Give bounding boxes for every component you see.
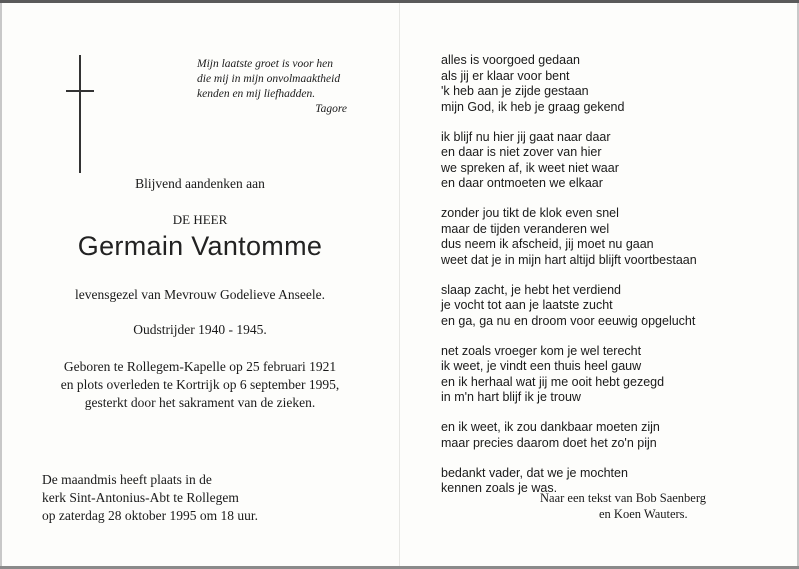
mass-line: op zaterdag 28 oktober 1995 om 18 uur. bbox=[42, 508, 258, 523]
poem-line: en ga, ga nu en droom voor eeuwig opgelucht bbox=[441, 313, 696, 328]
card-fold-line bbox=[399, 3, 400, 566]
poem-line: net zoals vroeger kom je wel terecht bbox=[441, 343, 642, 358]
poem-line: en ik herhaal wat jij me ooit hebt gezegd bbox=[441, 374, 665, 389]
quote-author: Tagore bbox=[315, 103, 347, 115]
cross-vertical-bar bbox=[79, 55, 81, 173]
poem-line: we spreken af, ik weet niet waar bbox=[441, 160, 619, 175]
poem-stanza bbox=[441, 130, 697, 192]
veteran-line: Oudstrijder 1940 - 1945. bbox=[133, 322, 267, 337]
poem-line: 'k heb aan je zijde gestaan bbox=[441, 84, 589, 98]
mass-line: De maandmis heeft plaats in de bbox=[42, 472, 212, 487]
poem-line: slaap zacht, je hebt het verdiend bbox=[441, 282, 621, 297]
poem-stanza bbox=[441, 206, 697, 268]
poem-stanza bbox=[441, 53, 697, 115]
intro-text: Blijvend aandenken aan bbox=[135, 176, 265, 191]
birth-line: Geboren te Rollegem-Kapelle op 25 februari 1921 bbox=[63, 359, 337, 374]
cross-horizontal-bar bbox=[66, 90, 94, 92]
poem-credit bbox=[540, 490, 740, 522]
mass-line: kerk Sint-Antonius-Abt te Rollegem bbox=[42, 490, 239, 505]
credit-line: Naar een tekst van Bob Saenberg bbox=[540, 491, 707, 505]
poem-stanza bbox=[441, 344, 697, 406]
poem-line: in m'n hart blijf ik je trouw bbox=[441, 390, 581, 404]
poem-line: maar precies daarom doet het zo'n pijn bbox=[441, 435, 657, 450]
poem-line: ik weet, je vindt een thuis heel gauw bbox=[441, 359, 642, 373]
poem-line: en ik weet, ik zou dankbaar moeten zijn bbox=[441, 420, 660, 434]
poem-line: bedankt vader, dat we je mochten bbox=[441, 465, 628, 480]
poem-stanza bbox=[441, 283, 697, 330]
quote-line: kenden en mij liefhadden. bbox=[197, 88, 316, 100]
partner-line: levensgezel van Mevrouw Godelieve Anseele. bbox=[74, 287, 326, 302]
poem-line: kennen zoals je was. bbox=[441, 481, 558, 495]
quote-line: Mijn laatste groet is voor hen bbox=[197, 58, 333, 70]
poem-line: zonder jou tikt de klok even snel bbox=[441, 206, 619, 220]
mass-announcement bbox=[42, 471, 258, 525]
card-edge-left bbox=[0, 3, 2, 566]
poem-stanza bbox=[441, 420, 697, 451]
sacrament-line: gesterkt door het sakrament van de zieken. bbox=[84, 395, 316, 410]
quote-line: die mij in mijn onvolmaaktheid bbox=[197, 73, 341, 85]
death-line: en plots overleden te Kortrijk op 6 september 1995, bbox=[60, 377, 340, 392]
poem bbox=[441, 53, 697, 511]
poem-line: alles is voorgoed gedaan bbox=[441, 53, 580, 67]
deceased-name: Germain Vantomme bbox=[77, 231, 323, 261]
poem-line: en daar ontmoeten we elkaar bbox=[441, 176, 603, 190]
poem-line: maar de tijden veranderen wel bbox=[441, 221, 610, 236]
poem-line: je vocht tot aan je laatste zucht bbox=[441, 298, 613, 312]
poem-line: ik blijf nu hier jij gaat naar daar bbox=[441, 129, 611, 144]
epigraph-quote bbox=[197, 57, 377, 117]
poem-line: mijn God, ik heb je graag gekend bbox=[441, 99, 625, 114]
poem-line: als jij er klaar voor bent bbox=[441, 68, 570, 83]
poem-line: dus neem ik afscheid, jij moet nu gaan bbox=[441, 237, 654, 251]
credit-line: en Koen Wauters. bbox=[599, 507, 688, 521]
poem-line: en daar is niet zover van hier bbox=[441, 145, 602, 159]
poem-line: weet dat je in mijn hart altijd blijft voortbestaan bbox=[441, 252, 697, 267]
honorific: DE HEER bbox=[172, 212, 228, 227]
